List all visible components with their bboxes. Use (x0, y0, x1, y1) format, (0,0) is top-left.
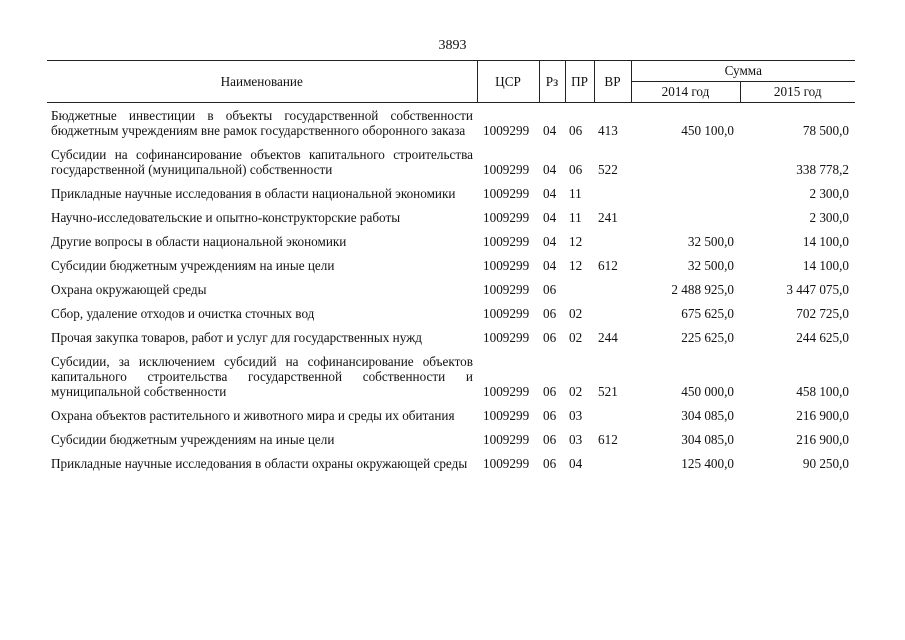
header-rz: Рз (539, 61, 565, 103)
cell-name: Субсидии бюджетным учреждениям на иные цели (51, 258, 335, 273)
cell-csr: 1009299 (483, 330, 530, 345)
cell-vr (594, 182, 631, 206)
cell-csr: 1009299 (483, 456, 530, 471)
cell-csr: 1009299 (483, 186, 530, 201)
table-row (47, 103, 855, 144)
cell-pr: 03 (569, 408, 583, 423)
cell-y2014: 125 400,0 (681, 456, 734, 471)
cell-pr: 02 (569, 306, 583, 321)
cell-pr: 11 (569, 186, 582, 201)
table-row (47, 452, 855, 476)
cell-y2015: 458 100,0 (796, 384, 849, 399)
cell-rz: 06 (543, 282, 557, 297)
cell-csr: 1009299 (483, 384, 530, 399)
table-row (47, 404, 855, 428)
cell-rz: 04 (543, 123, 557, 138)
page-number: 3893 (438, 38, 467, 53)
table-row (47, 230, 855, 254)
cell-vr (594, 302, 631, 326)
cell-y2014: 450 000,0 (681, 384, 734, 399)
table-row (47, 143, 855, 182)
cell-csr: 1009299 (483, 162, 530, 177)
cell-y2014: 304 085,0 (681, 408, 734, 423)
cell-y2015: 702 725,0 (796, 306, 849, 321)
cell-name: Научно-исследовательские и опытно-конструкторские работы (51, 210, 401, 225)
cell-y2015: 216 900,0 (796, 408, 849, 423)
table-row (47, 254, 855, 278)
cell-vr: 612 (598, 258, 618, 273)
header-name: Наименование (47, 61, 477, 103)
cell-y2015: 14 100,0 (802, 258, 849, 273)
cell-pr: 03 (569, 432, 583, 447)
cell-name: Охрана объектов растительного и животного мира и среды их обитания (51, 408, 455, 423)
cell-pr: 02 (569, 330, 583, 345)
cell-y2014: 450 100,0 (681, 123, 734, 138)
table-row (47, 326, 855, 350)
cell-pr: 06 (569, 123, 583, 138)
cell-vr: 244 (598, 330, 618, 345)
cell-csr: 1009299 (483, 282, 530, 297)
cell-vr (594, 230, 631, 254)
cell-y2014 (631, 182, 740, 206)
cell-y2014: 304 085,0 (681, 432, 734, 447)
cell-name: Субсидии, за исключением субсидий на софинансирование объектов капитального строительства государственной собственности и муниципальной собственности (51, 354, 473, 399)
header-sum: Сумма (631, 61, 855, 82)
cell-rz: 06 (543, 432, 557, 447)
cell-pr (565, 278, 594, 302)
cell-csr: 1009299 (483, 258, 530, 273)
table-row (47, 350, 855, 404)
cell-y2014: 32 500,0 (687, 258, 734, 273)
budget-table (47, 60, 855, 476)
cell-y2014 (631, 143, 740, 182)
cell-rz: 04 (543, 258, 557, 273)
cell-y2015: 14 100,0 (802, 234, 849, 249)
cell-name: Прикладные научные исследования в области национальной экономики (51, 186, 456, 201)
cell-pr: 02 (569, 384, 583, 399)
cell-csr: 1009299 (483, 408, 530, 423)
header-pr: ПР (565, 61, 594, 103)
cell-y2014: 2 488 925,0 (671, 282, 734, 297)
header-vr: ВР (594, 61, 631, 103)
header-csr: ЦСР (477, 61, 539, 103)
table-row (47, 302, 855, 326)
cell-pr: 12 (569, 258, 583, 273)
cell-rz: 06 (543, 408, 557, 423)
header-2015: 2015 год (740, 82, 855, 103)
cell-csr: 1009299 (483, 210, 530, 225)
cell-y2015: 338 778,2 (796, 162, 849, 177)
cell-rz: 04 (543, 186, 557, 201)
table-body (47, 103, 855, 477)
cell-vr: 521 (598, 384, 618, 399)
cell-rz: 06 (543, 456, 557, 471)
cell-y2014 (631, 206, 740, 230)
cell-y2015: 78 500,0 (802, 123, 849, 138)
cell-y2015: 216 900,0 (796, 432, 849, 447)
cell-vr: 241 (598, 210, 618, 225)
header-2014: 2014 год (631, 82, 740, 103)
cell-name: Другие вопросы в области национальной экономики (51, 234, 347, 249)
cell-csr: 1009299 (483, 234, 530, 249)
cell-y2015: 3 447 075,0 (786, 282, 849, 297)
table-row (47, 278, 855, 302)
table-header (47, 61, 855, 103)
cell-rz: 04 (543, 162, 557, 177)
cell-name: Прочая закупка товаров, работ и услуг для государственных нужд (51, 330, 422, 345)
cell-vr (594, 404, 631, 428)
table-row (47, 428, 855, 452)
cell-name: Сбор, удаление отходов и очистка сточных вод (51, 306, 315, 321)
table-row (47, 182, 855, 206)
cell-pr: 06 (569, 162, 583, 177)
cell-rz: 04 (543, 210, 557, 225)
cell-pr: 04 (569, 456, 583, 471)
table-row (47, 206, 855, 230)
cell-name: Субсидии на софинансирование объектов капитального строительства государственной (муниципальной) собственности (51, 147, 473, 177)
cell-rz: 04 (543, 234, 557, 249)
cell-y2015: 2 300,0 (809, 186, 849, 201)
cell-rz: 06 (543, 330, 557, 345)
cell-name: Прикладные научные исследования в области охраны окружающей среды (51, 456, 468, 471)
cell-rz: 06 (543, 306, 557, 321)
cell-vr: 413 (598, 123, 618, 138)
cell-name: Охрана окружающей среды (51, 282, 207, 297)
cell-y2014: 675 625,0 (681, 306, 734, 321)
cell-vr (594, 452, 631, 476)
cell-name: Бюджетные инвестиции в объекты государственной собственности бюджетным учреждениям вне рамок государственного оборонного заказа (51, 108, 473, 138)
cell-pr: 11 (569, 210, 582, 225)
cell-rz: 06 (543, 384, 557, 399)
cell-vr: 522 (598, 162, 618, 177)
cell-csr: 1009299 (483, 123, 530, 138)
cell-y2015: 2 300,0 (809, 210, 849, 225)
cell-vr (594, 278, 631, 302)
cell-y2015: 90 250,0 (802, 456, 849, 471)
cell-y2015: 244 625,0 (796, 330, 849, 345)
cell-csr: 1009299 (483, 432, 530, 447)
cell-y2014: 225 625,0 (681, 330, 734, 345)
cell-csr: 1009299 (483, 306, 530, 321)
cell-name: Субсидии бюджетным учреждениям на иные цели (51, 432, 335, 447)
cell-vr: 612 (598, 432, 618, 447)
cell-y2014: 32 500,0 (687, 234, 734, 249)
cell-pr: 12 (569, 234, 583, 249)
